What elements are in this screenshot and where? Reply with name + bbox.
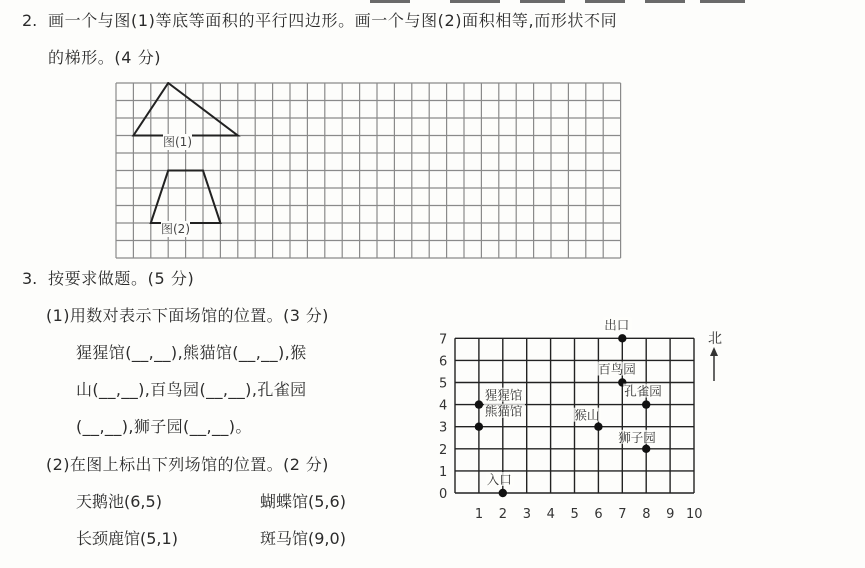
north-arrow (708, 331, 722, 381)
question-3-number: 3. (22, 269, 38, 288)
svg-text:猴山: 猴山 (574, 407, 600, 423)
svg-text:狮子园: 狮子园 (618, 429, 656, 445)
svg-text:入口: 入口 (486, 472, 512, 487)
svg-text:北: 北 (708, 331, 722, 347)
x-tick-label: 10 (686, 507, 703, 522)
part-1-title: (1)用数对表示下面场馆的位置。(3 分) (46, 306, 329, 325)
y-tick-label: 5 (439, 376, 448, 392)
x-tick-label: 8 (642, 507, 651, 522)
x-tick-label: 1 (474, 507, 484, 522)
question-3-title: 按要求做题。(5 分) (48, 269, 195, 288)
svg-text:孔雀园: 孔雀园 (624, 383, 662, 399)
x-tick-label: 3 (522, 507, 531, 522)
part-1-line1: 猩猩馆(__,__),熊猫馆(__,__),猴 (76, 343, 307, 362)
part-2-title: (2)在图上标出下列场馆的位置。(2 分) (46, 455, 329, 474)
question-2-text-line2: 的梯形。(4 分) (48, 48, 162, 67)
part-1-line2: 山(__,__),百鸟园(__,__),孔雀园 (76, 380, 307, 399)
figure-1-label: 图(1) (163, 135, 192, 149)
y-tick-label: 1 (439, 464, 448, 480)
x-tick-label: 9 (666, 507, 675, 522)
svg-text:百鸟园: 百鸟园 (598, 361, 636, 377)
part-2-item-swan-pond: 天鹅池(6,5) (76, 492, 162, 511)
cropped-previous-content (370, 0, 865, 3)
y-tick-label: 0 (439, 487, 448, 502)
map-point (617, 430, 658, 453)
y-tick-label: 2 (439, 442, 448, 458)
part-2-item-zebra-hall: 斑马馆(9,0) (260, 529, 346, 548)
svg-text:出口: 出口 (604, 317, 630, 333)
coordinate-map[interactable] (430, 305, 750, 530)
x-tick-label: 5 (570, 507, 579, 522)
drawing-grid[interactable] (115, 82, 622, 259)
svg-text:猩猩馆: 猩猩馆 (484, 387, 523, 403)
figure-2-label: 图(2) (161, 222, 190, 236)
y-tick-label: 3 (439, 420, 448, 436)
y-tick-label: 4 (439, 398, 448, 414)
y-tick-label: 6 (439, 354, 448, 370)
part-2-item-giraffe-hall: 长颈鹿馆(5,1) (76, 529, 178, 548)
question-2-number: 2. (22, 11, 38, 30)
svg-text:熊猫馆: 熊猫馆 (484, 403, 523, 419)
question-2-text-line1: 画一个与图(1)等底等面积的平行四边形。画一个与图(2)面积相等,而形状不同 (48, 11, 618, 30)
x-tick-label: 4 (546, 507, 555, 522)
x-tick-label: 2 (498, 507, 508, 522)
part-2-item-butterfly-hall: 蝴蝶馆(5,6) (260, 492, 346, 511)
part-1-line3: (__,__),狮子园(__,__)。 (76, 417, 252, 436)
x-tick-label: 6 (594, 507, 603, 522)
map-point (573, 408, 602, 431)
y-tick-label: 7 (439, 332, 448, 348)
x-tick-label: 7 (618, 507, 627, 522)
